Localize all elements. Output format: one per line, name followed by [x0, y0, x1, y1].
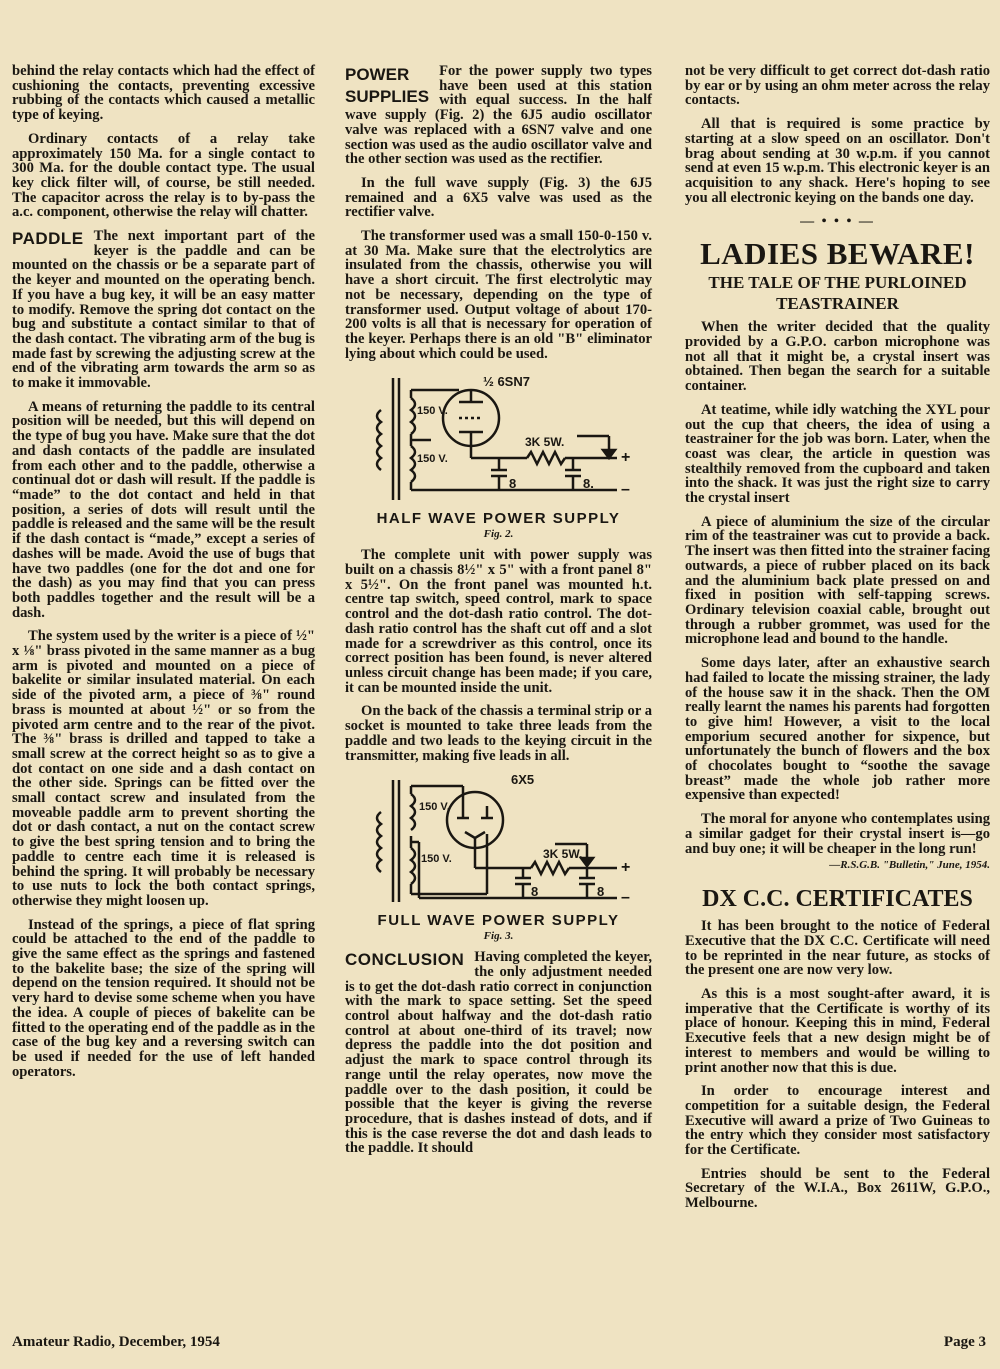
- paragraph: All that is required is some practice by starting at a slow speed on an oscillator. Don't brag about sending at 30 w.p.m. if you cannot send at even 15 w.p.m. This electronic keyer is an acquisition to any shack. Here's hoping to see you all electronic keying on the bands one day.: [685, 116, 990, 206]
- valve-label: ½ 6SN7: [482, 374, 530, 390]
- capacitor-label: 8.: [582, 476, 594, 492]
- paragraph: behind the relay contacts which had the effect of cushioning the contacts, preventing excessive rubbing of the contacts which caused a metallic type of keying.: [12, 63, 315, 124]
- paragraph-text: The next important part of the keyer is the paddle and can be mounted on the chassis or be a separate part of the keyer and mounted on the operating bench. If you have a bug key, it will be an easy matter to modify. Remove the spring dot contact on the bug and substitute a contact similar to that of the dash contact. The vibrating arm of the bug is made fast by screwing the adjusting screw at the end of the vibrating arm towards the arm so as to make it immovable.: [12, 228, 315, 392]
- paragraph: [345, 64, 652, 167]
- paragraph: It has been brought to the notice of Federal Executive that the DX C.C. Certificate will need to be reprinted in the near future, as stocks of the present one are now very low.: [685, 918, 990, 979]
- capacitor-label: 8: [508, 476, 516, 492]
- paragraph-text: Having completed the keyer, the only adjustment needed is to get the dot-dash ratio correct in conjunction with the mark to space setting. Set the speed control about halfway and the dot-dash ratio control at about one-third of its travel; now depress the paddle into the dot position and adjust the mark to space control through its range until the relay operates, now move the paddle over to the dash position, it could be possible that the keyer is giving the reverse procedure, that is dashes instead of dots, and if this is the case reverse the dot and dash leads to the paddle. It should: [345, 949, 652, 1157]
- source-credit: —R.S.G.B. "Bulletin," June, 1954.: [829, 859, 990, 872]
- half-wave-circuit-diagram: [359, 370, 639, 508]
- footer-page-number: Page 3: [943, 1334, 986, 1350]
- paragraph-text: For the power supply two types have been used at this station with equal success. In the half wave supply (Fig. 2) the 6J5 audio oscillator valve was replaced with a 6SN7 valve and one section was used as the audio oscillator valve and the other section was used as the rectifier.: [345, 63, 652, 168]
- heading-line: SUPPLIES: [345, 87, 430, 106]
- winding-label: 150 V.: [416, 405, 448, 418]
- paragraph: [345, 950, 652, 1156]
- paragraph: Ordinary contacts of a relay take approximately 150 Ma. for a single contact to 300 Ma. for the double contact type. The usual key click filter will, of course, be still needed. The capacitor across the relay is to by-pass the a.c. component, otherwise the relay will chatter.: [12, 130, 315, 221]
- figure-caption: Fig. 3.: [483, 930, 514, 943]
- column-3: [685, 64, 990, 1220]
- figure-2-half-wave: [345, 370, 652, 540]
- figure-title: FULL WAVE POWER SUPPLY: [377, 912, 620, 930]
- paragraph: Instead of the springs, a piece of flat spring could be attached to the end of the paddle to give the same effect as the springs and fastened to the bakelite base; the size of the spring will depend on the tension required. It should not be very hard to devise some scheme when you have the idea. A couple of pieces of bakelite can be fitted to the operating end of the paddle as in the case of the bug key and a reversing switch can be used if needed for the use of left handed operators.: [12, 916, 315, 1080]
- figure-caption: Fig. 2.: [483, 528, 514, 541]
- plus-terminal-label: +: [620, 449, 630, 467]
- paragraph: In order to encourage interest and competition for a suitable design, the Federal Executive will award a prize of Two Guineas to the entry which they consider most satisfactory for the Certificate.: [685, 1083, 990, 1159]
- paragraph: Entries should be sent to the Federal Secretary of the W.I.A., Box 2611W, G.P.O., Melbourne.: [685, 1165, 990, 1212]
- paragraph: not be very difficult to get correct dot-dash ratio by ear or by using an ohm meter across the relay contacts.: [685, 63, 990, 109]
- valve-label: 6X5: [510, 772, 534, 788]
- plus-terminal-label: +: [620, 859, 630, 877]
- column-1: [12, 64, 315, 1088]
- section-heading-conclusion: CONCLUSION: [345, 950, 465, 970]
- section-heading-paddle: PADDLE: [12, 229, 84, 249]
- paragraph: As this is a most sought-after award, it is imperative that the Certificate is worthy of its place of honour. Keeping this in mind, Federal Executive feels that a new design might be of interest to members and would be willing to print another now that this is due.: [685, 986, 990, 1076]
- heading-line: POWER: [345, 65, 410, 84]
- paragraph: [12, 229, 315, 391]
- footer-publication: Amateur Radio, December, 1954: [12, 1334, 220, 1350]
- resistor-label: 3K 5W.: [542, 847, 582, 862]
- paragraph: On the back of the chassis a terminal strip or a socket is mounted to take three leads from the paddle and two leads to the keying circuit in the transmitter, making five leads in all.: [345, 703, 652, 764]
- capacitor-label: 8: [596, 884, 604, 900]
- paragraph: A means of returning the paddle to its central position will be needed, but this will depend on the type of bug you have. Make sure that the dot and dash contacts of the paddle are insulated from each other and to the paddle, otherwise a continual dot or dash will result. If the paddle is “made” to the dot contact and held in that position, a series of dots will result until the paddle is released and the same will be the result if the dash contact is “made,” except a series of dashes will be made. Avoid the use of bugs that have two paddles (one for the dot and one for the dash) as you may find that you can press both paddles together and the result will be a dash.: [12, 398, 315, 621]
- paragraph: The complete unit with power supply was built on a chassis 8½" x 5" with a front panel 8" x 5½". On the front panel was mounted h.t. centre tap switch, speed control, mark to space control and the dot-dash ratio control. The dot-dash ratio control has the shaft cut off and a slot made for a screwdriver as this control, once its correct position has been found, is never altered unless circuit change has been made; if you care, it can be mounted inside the unit.: [345, 547, 652, 696]
- paragraph: At teatime, while idly watching the XYL pour out the cup that cheers, the idea of using a teastrainer for the job was born. Later, when the coast was clear, the article in question was stealthily removed from the cupboard and taken into the shack. It was just the right size to carry the crystal insert: [685, 401, 990, 507]
- paragraph: A piece of aluminium the size of the circular rim of the teastrainer was cut to provide a back. The insert was then fitted into the strainer facing outwards, a piece of rubber placed on its back and the aluminium back plate pressed on and fixed in position with self-tapping screws. Ordinary television coaxial cable, brought out through a rubber grommet, was used for the microphone lead and bound to the handle.: [685, 513, 990, 648]
- winding-label: 150 V.: [420, 853, 452, 866]
- full-wave-circuit-diagram: [359, 772, 639, 910]
- paragraph: The system used by the writer is a piece of ½" x ⅛" brass pivoted in the same manner as a bug arm is pivoted and mounted on a piece of bakelite or similar insulated material. On each side of the pivoted arm, a piece of ⅜" round brass is mounted at about ½" or so from the pivoted arm centre and to the rear of the pivot. The ⅜" brass is drilled and tapped to take a small screw at the correct height so as to give a dot contact on one side and a dash contact on the other side. Springs can be fitted over the small contact screw and insulated from the moveable paddle arm to prevent shorting the dot or dash contact, a nut on the contact screw to give the best spring tension and to bring the paddle to centre each time it is released is behind the spring. It will probably be necessary to use nuts to lock the both contact springs, otherwise they might loosen up.: [12, 628, 315, 909]
- paragraph: When the writer decided that the quality provided by a G.P.O. carbon microphone was not all that it might be, a crystal insert was obtained. Then began the search for a suitable container.: [685, 319, 990, 395]
- column-2: [345, 64, 652, 1165]
- capacitor-label: 8: [530, 884, 538, 900]
- figure-title: HALF WAVE POWER SUPPLY: [376, 510, 621, 528]
- article-title: DX C.C. CERTIFICATES: [702, 886, 973, 913]
- winding-label: 150 V.: [416, 453, 448, 466]
- resistor-label: 3K 5W.: [524, 435, 564, 450]
- article-title: LADIES BEWARE!: [700, 236, 975, 272]
- minus-terminal-label: –: [620, 481, 630, 499]
- article-subtitle: THE TALE OF THE PURLOINED TEASTRAINER: [708, 273, 967, 314]
- minus-terminal-label: –: [620, 889, 630, 907]
- section-divider: — • • • —: [800, 214, 875, 230]
- paragraph: The transformer used was a small 150-0-150 v. at 30 Ma. Make sure that the electrolytics are insulated from the chassis, otherwise you will have a short circuit. The first electrolytic may not be necessary, depending on the type of transformer used. Output voltage of about 170-200 volts is all that is necessary for operation of the keyer. Perhaps there is an old "B" eliminator lying about which could be used.: [345, 228, 652, 362]
- section-heading-power-supplies: [345, 64, 429, 108]
- paragraph: Some days later, after an exhaustive search had failed to locate the missing strainer, the lady of the house saw it in the shack. Then the OM really learnt the names his parents had forgotten to give him! However, a visit to the local emporium secured another for sixpence, but unfortunately the bunch of flowers and the box of chocolates bought to “soothe the savage breast” made the whole job rather more expensive than expected!: [685, 655, 990, 804]
- paragraph: The moral for anyone who contemplates using a similar gadget for their crystal insert is—go and buy one; it will be cheaper in the long run!: [685, 811, 990, 857]
- figure-3-full-wave: [345, 772, 652, 942]
- paragraph: In the full wave supply (Fig. 3) the 6J5 remained and a 6X5 valve was used as the rectifier valve.: [345, 174, 652, 221]
- winding-label: 150 V.: [418, 801, 450, 814]
